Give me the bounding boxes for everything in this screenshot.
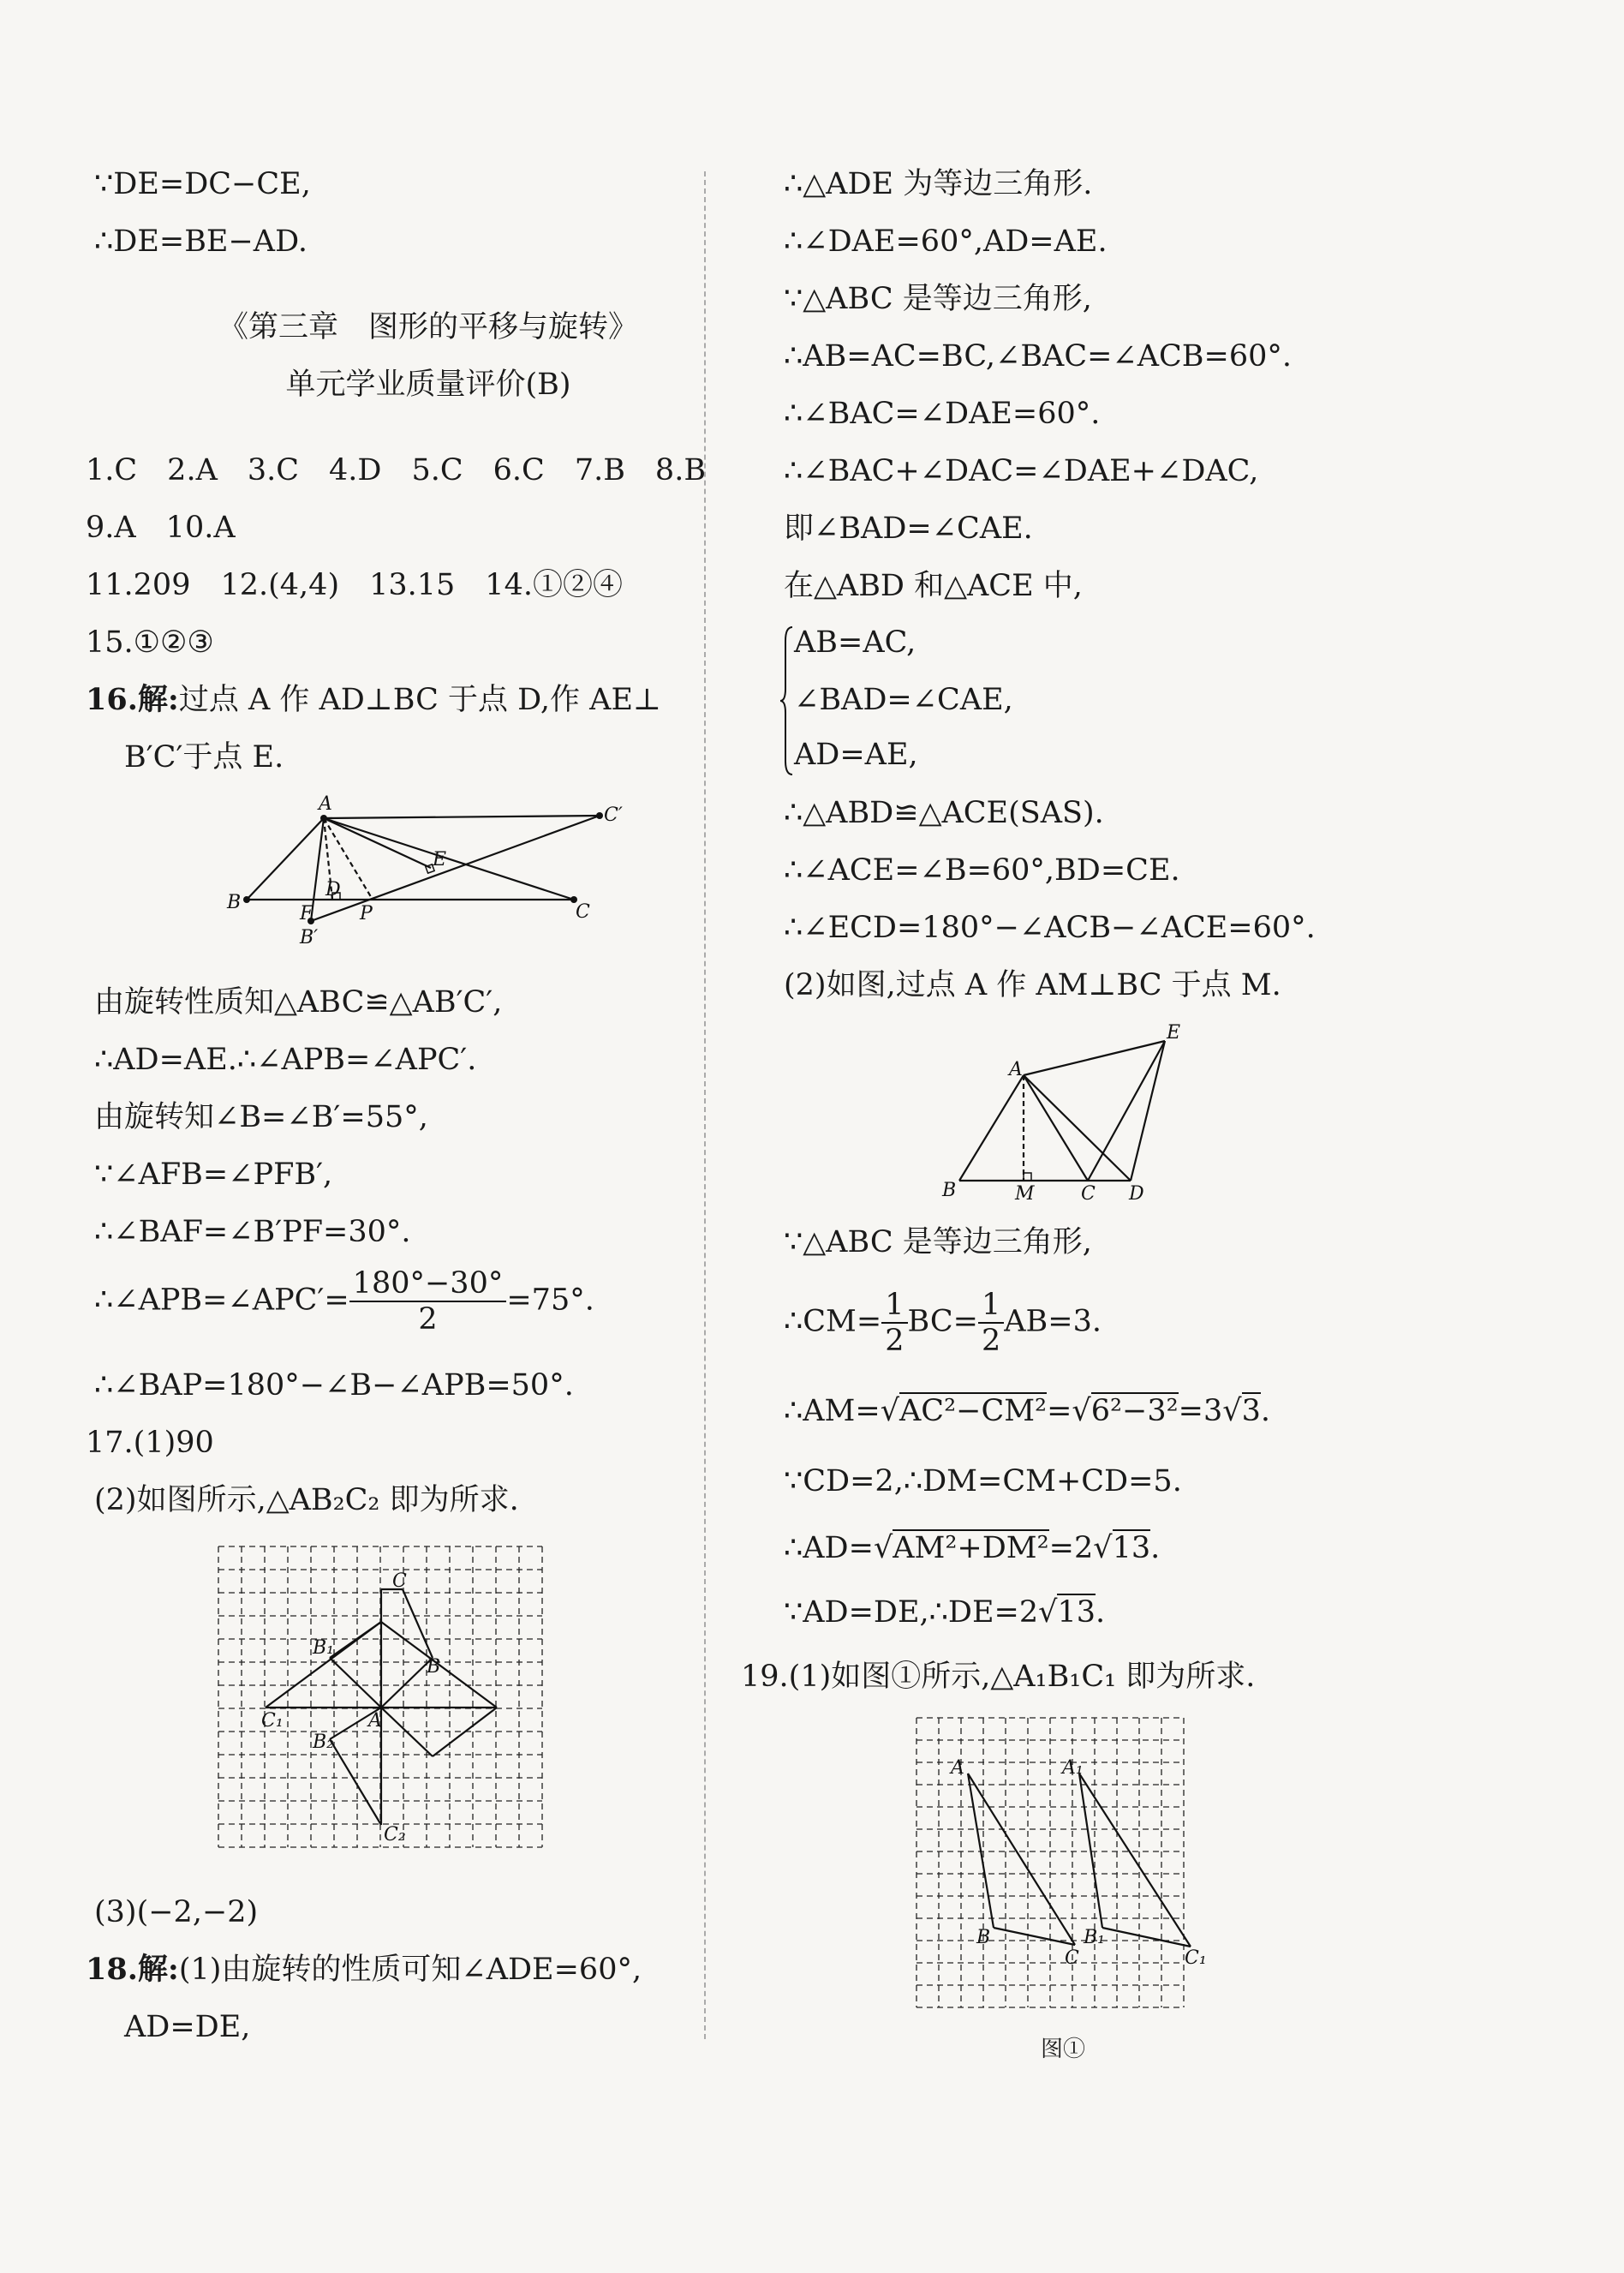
label-B: B bbox=[976, 1927, 991, 1948]
question-18-line bbox=[86, 1951, 642, 1989]
label-C: C bbox=[392, 1570, 407, 1592]
sqrt-line: ∵AD=DE,∴DE=2√13. bbox=[784, 1595, 1106, 1630]
text-line: ∴△ADE 为等边三角形. bbox=[784, 167, 1093, 201]
label-C: C bbox=[1065, 1947, 1079, 1969]
text-line: ∴∠ECD=180°−∠ACB−∠ACE=60°. bbox=[784, 911, 1316, 945]
radicand: 13 bbox=[1112, 1531, 1151, 1565]
text-line: ∴∠BAC=∠DAE=60°. bbox=[784, 397, 1101, 431]
label-C-prime: C′ bbox=[604, 805, 623, 826]
answer-line: 11.209 12.(4,4) 13.15 14.①②④ bbox=[86, 568, 623, 602]
figure-18 bbox=[934, 1020, 1208, 1205]
radicand: 6²−3² bbox=[1090, 1394, 1179, 1428]
text-line: ∴△ABD≌△ACE(SAS). bbox=[784, 796, 1104, 830]
fraction-line bbox=[94, 1266, 594, 1337]
text-line: (3)(−2,−2) bbox=[94, 1895, 259, 1929]
text-line: ∵△ABC 是等边三角形, bbox=[784, 1225, 1092, 1259]
answer-line: 1.C 2.A 3.C 4.D 5.C 6.C 7.B 8.B bbox=[86, 453, 707, 487]
label-D: D bbox=[325, 879, 341, 900]
text-line: 由旋转知∠B=∠B′=55°, bbox=[94, 1100, 428, 1134]
label-C: C bbox=[576, 901, 590, 923]
text: =75°. bbox=[506, 1283, 594, 1318]
text-line: ∵△ABC 是等边三角形, bbox=[784, 282, 1092, 316]
text: ∵AD=DE,∴DE=2 bbox=[784, 1595, 1039, 1630]
radicand: AM²+DM² bbox=[893, 1531, 1049, 1565]
label-M: M bbox=[1015, 1183, 1035, 1205]
numerator: 180°−30° bbox=[349, 1266, 507, 1302]
text-line: ∴AD=AE.∴∠APB=∠APC′. bbox=[94, 1043, 477, 1077]
solution-label: 16.解: bbox=[86, 682, 179, 717]
text-line: ∵CD=2,∴DM=CM+CD=5. bbox=[784, 1464, 1182, 1498]
text-line: AD=DE, bbox=[124, 2010, 251, 2044]
text: =3 bbox=[1178, 1394, 1223, 1428]
label-E: E bbox=[1167, 1022, 1181, 1044]
text-line: ∴∠DAE=60°,AD=AE. bbox=[784, 224, 1108, 259]
text-line: ∵DE=DC−CE, bbox=[94, 167, 311, 201]
text: ∴AD= bbox=[784, 1531, 874, 1565]
text-line: AB=AC, bbox=[794, 625, 916, 660]
radicand: 13 bbox=[1057, 1595, 1096, 1630]
sqrt-line: ∴AD=√AM²+DM²=2√13. bbox=[784, 1531, 1161, 1565]
label-C1: C₁ bbox=[261, 1710, 284, 1732]
label-B2: B₂ bbox=[313, 1732, 334, 1753]
numerator: 1 bbox=[978, 1288, 1004, 1324]
text: AB=3. bbox=[1004, 1304, 1102, 1339]
answer-line: 9.A 10.A bbox=[86, 511, 236, 545]
radicand: 3 bbox=[1241, 1394, 1261, 1428]
denominator: 2 bbox=[981, 1324, 1001, 1358]
label-D: D bbox=[1129, 1183, 1144, 1205]
fraction bbox=[978, 1288, 1004, 1358]
label-A1: A₁ bbox=[1062, 1757, 1084, 1779]
label-B1: B₁ bbox=[1084, 1927, 1105, 1948]
text-line: AD=AE, bbox=[794, 738, 918, 772]
text-line: 即∠BAD=∠CAE. bbox=[784, 511, 1033, 546]
text-line: ∴DE=BE−AD. bbox=[94, 224, 308, 259]
figure-caption: 图① bbox=[1041, 2037, 1086, 2062]
text-line: 17.(1)90 bbox=[86, 1426, 214, 1460]
text-line: 在△ABD 和△ACE 中, bbox=[784, 569, 1083, 603]
text-line: ∵∠AFB=∠PFB′, bbox=[94, 1157, 333, 1192]
text-line: 由旋转性质知△ABC≌△AB′C′, bbox=[94, 985, 503, 1020]
denominator: 2 bbox=[885, 1324, 905, 1358]
text: . bbox=[1096, 1595, 1106, 1630]
section-title: 《第三章 图形的平移与旋转》 bbox=[218, 310, 638, 344]
label-A: A bbox=[951, 1757, 964, 1779]
text-line: ∴∠ACE=∠B=60°,BD=CE. bbox=[784, 853, 1180, 888]
label-B: B bbox=[227, 892, 242, 913]
fraction bbox=[881, 1288, 907, 1358]
text-line: 19.(1)如图①所示,△A₁B₁C₁ 即为所求. bbox=[741, 1660, 1256, 1694]
fraction-line bbox=[784, 1288, 1102, 1358]
numerator: 1 bbox=[881, 1288, 907, 1324]
question-16-line bbox=[86, 681, 661, 719]
text-line: ∴AB=AC=BC,∠BAC=∠ACB=60°. bbox=[784, 339, 1293, 374]
column-divider bbox=[704, 171, 706, 2039]
label-P: P bbox=[360, 903, 373, 924]
text: ∴∠APB=∠APC′= bbox=[94, 1283, 349, 1318]
sqrt-line: ∴AM=√AC²−CM²=√6²−3²=3√3. bbox=[784, 1394, 1271, 1428]
text-line: ∠BAD=∠CAE, bbox=[794, 683, 1013, 717]
label-B-prime: B′ bbox=[300, 927, 319, 948]
section-subtitle: 单元学业质量评价(B) bbox=[285, 368, 571, 402]
text: 过点 A 作 AD⊥BC 于点 D,作 AE⊥ bbox=[178, 683, 661, 717]
text: BC= bbox=[907, 1304, 978, 1339]
text: ∴CM= bbox=[784, 1304, 882, 1339]
solution-label: 18.解: bbox=[86, 1952, 179, 1987]
text: . bbox=[1260, 1394, 1271, 1428]
label-C1: C₁ bbox=[1185, 1947, 1207, 1969]
text-line: ∴∠BAP=180°−∠B−∠APB=50°. bbox=[94, 1368, 574, 1403]
label-B1: B₁ bbox=[313, 1637, 334, 1659]
text: = bbox=[1047, 1394, 1072, 1428]
label-B: B bbox=[942, 1180, 957, 1201]
label-A: A bbox=[319, 793, 332, 815]
answer-line: 15.①②③ bbox=[86, 625, 214, 660]
figure-19-grid bbox=[912, 1714, 1207, 2022]
text-line: ∴∠BAC+∠DAC=∠DAE+∠DAC, bbox=[784, 454, 1259, 488]
text-line: ∴∠BAF=∠B′PF=30°. bbox=[94, 1215, 411, 1249]
label-F: F bbox=[300, 903, 313, 924]
text: . bbox=[1150, 1531, 1161, 1565]
fraction bbox=[349, 1266, 507, 1337]
label-C: C bbox=[1081, 1183, 1096, 1205]
label-B: B bbox=[427, 1656, 441, 1678]
denominator: 2 bbox=[418, 1302, 438, 1337]
label-C2: C₂ bbox=[384, 1824, 406, 1845]
label-A: A bbox=[1009, 1059, 1023, 1080]
label-E: E bbox=[433, 849, 447, 870]
brace bbox=[779, 624, 796, 778]
figure-16 bbox=[223, 793, 668, 964]
text-line: B′C′于点 E. bbox=[124, 740, 284, 775]
text: (1)由旋转的性质可知∠ADE=60°, bbox=[178, 1953, 642, 1987]
radicand: AC²−CM² bbox=[899, 1394, 1048, 1428]
text-line: (2)如图,过点 A 作 AM⊥BC 于点 M. bbox=[784, 968, 1281, 1002]
text-line: (2)如图所示,△AB₂C₂ 即为所求. bbox=[94, 1483, 519, 1517]
text: =2 bbox=[1048, 1531, 1094, 1565]
figure-17-grid bbox=[214, 1542, 548, 1859]
label-A: A bbox=[368, 1710, 382, 1732]
text: ∴AM= bbox=[784, 1394, 881, 1428]
